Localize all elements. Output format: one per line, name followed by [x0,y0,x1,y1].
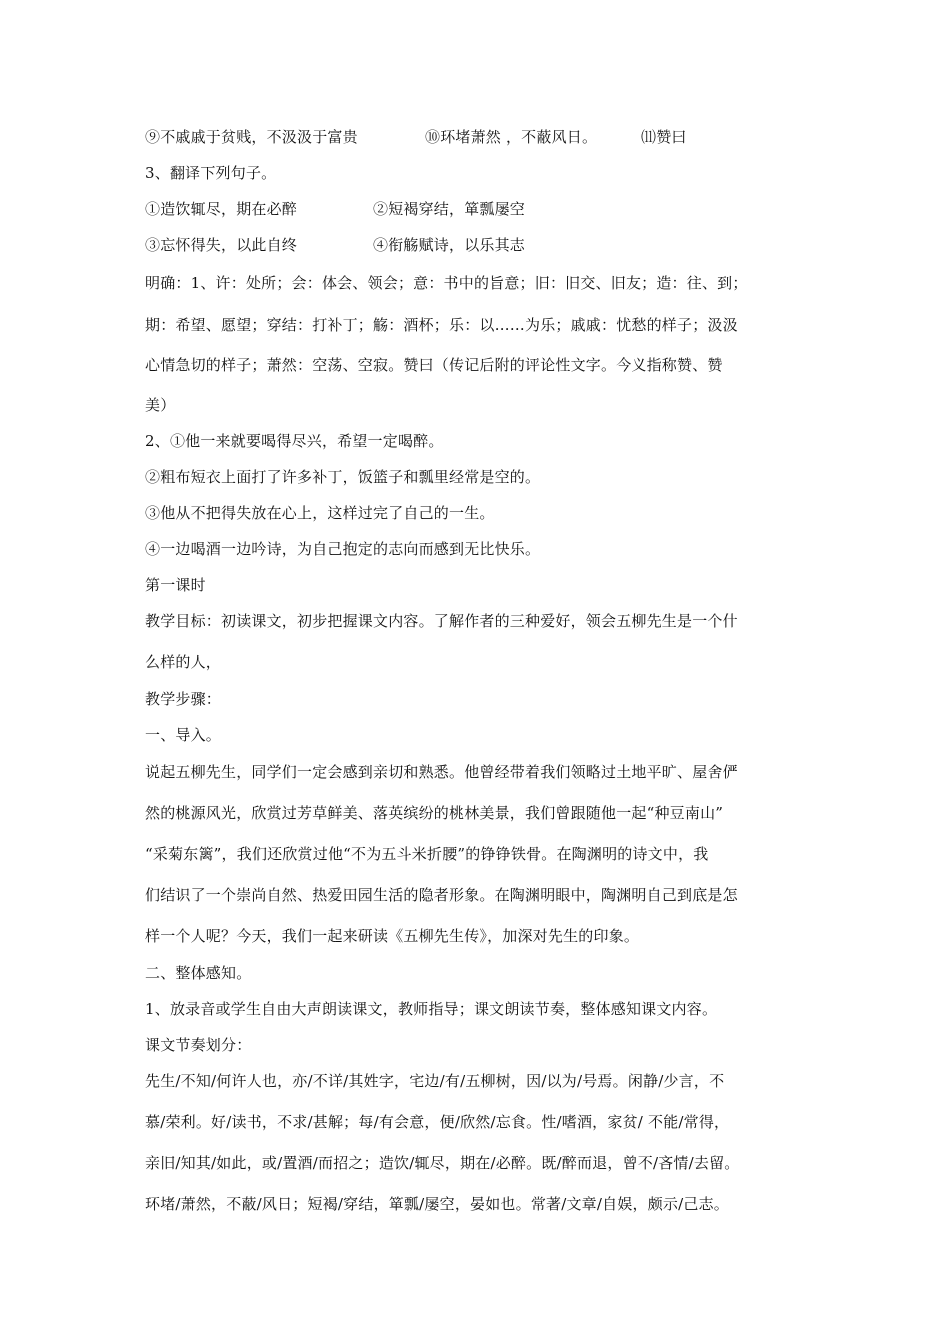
vocab-item-9: ⑨不戚戚于贫贱，不汲汲于富贵 [145,128,358,146]
section-heading-translate: 3、翻译下列句子。 [145,164,277,182]
rhythm-line: 环堵/萧然，不蔽/风日；短褐/穿结，箪瓢/屡空，晏如也。常著/文章/自娱，颇示/己志。 [145,1195,729,1213]
objectives-line: 么样的人， [145,653,222,671]
translation-line: ②粗布短衣上面打了许多补丁，饭篮子和瓢里经常是空的。 [145,468,541,486]
vocab-item-11: ⑾赞曰 [641,128,687,146]
rhythm-line: 慕/荣利。好/读书，不求/甚解；每/有会意，便/欣然/忘食。性/嗜酒，家贫/ 不能/常得， [145,1113,730,1131]
sentence-3: ③忘怀得失，以此自终 [145,236,298,254]
sentence-2: ②短褐穿结，箪瓢屡空 [373,200,526,218]
intro-line: 然的桃源风光，欣赏过芳草鲜美、落英缤纷的桃林美景，我们曾跟随他一起“种豆南山” [145,804,724,822]
intro-line: 们结识了一个崇尚自然、热爱田园生活的隐者形象。在陶渊明眼中，陶渊明自己到底是怎 [145,886,738,904]
answers-line: 美） [145,396,176,414]
sentence-1: ①造饮辄尽，期在必醉 [145,200,298,218]
lesson-heading: 第一课时 [145,576,206,594]
rhythm-line: 亲旧/知其/如此，或/置酒/而招之；造饮/辄尽，期在/必醉。既/醉而退，曾不/吝情/去留。 [145,1154,740,1172]
answers-line: 期：希望、愿望；穿结：打补丁；觞：酒杯；乐：以……为乐；戚戚：忧愁的样子；汲汲 [145,316,738,334]
sentence-4: ④衔觞赋诗，以乐其志 [373,236,526,254]
intro-line: “采菊东篱”，我们还欣赏过他“不为五斗米折腰”的铮铮铁骨。在陶渊明的诗文中，我 [145,845,709,863]
intro-line: 说起五柳先生，同学们一定会感到亲切和熟悉。他曾经带着我们领略过土地平旷、屋舍俨 [145,763,738,781]
intro-heading: 一、导入。 [145,726,222,744]
answers-line: 明确：1、许：处所；会：体会、领会；意：书中的旨意；旧：旧交、旧友；造：往、到； [145,274,748,292]
overview-heading: 二、整体感知。 [145,964,252,982]
objectives-line: 教学目标：初读课文，初步把握课文内容。了解作者的三种爱好，领会五柳先生是一个什 [145,612,738,630]
translation-line: ③他从不把得失放在心上，这样过完了自己的一生。 [145,504,495,522]
steps-heading: 教学步骤： [145,690,222,708]
rhythm-line: 先生/不知/何许人也，亦/不详/其姓字，宅边/有/五柳树，因/以为/号焉。闲静/少言，不 [145,1072,725,1090]
vocab-item-10: ⑩环堵萧然 ，不蔽风日。 [425,128,598,146]
translation-line: ④一边喝酒一边吟诗，为自己抱定的志向而感到无比快乐。 [145,540,541,558]
rhythm-heading: 课文节奏划分： [145,1036,252,1054]
intro-line: 样一个人呢？今天，我们一起来研读《五柳先生传》，加深对先生的印象。 [145,927,640,945]
answers-line: 心情急切的样子；萧然：空荡、空寂。赞曰（传记后附的评论性文字。今义指称赞、赞 [145,356,723,374]
translation-line: 2、①他一来就要喝得尽兴，希望一定喝醉。 [145,432,444,450]
overview-item-1: 1、放录音或学生自由大声朗读课文，教师指导；课文朗读节奏，整体感知课文内容。 [145,1000,718,1018]
